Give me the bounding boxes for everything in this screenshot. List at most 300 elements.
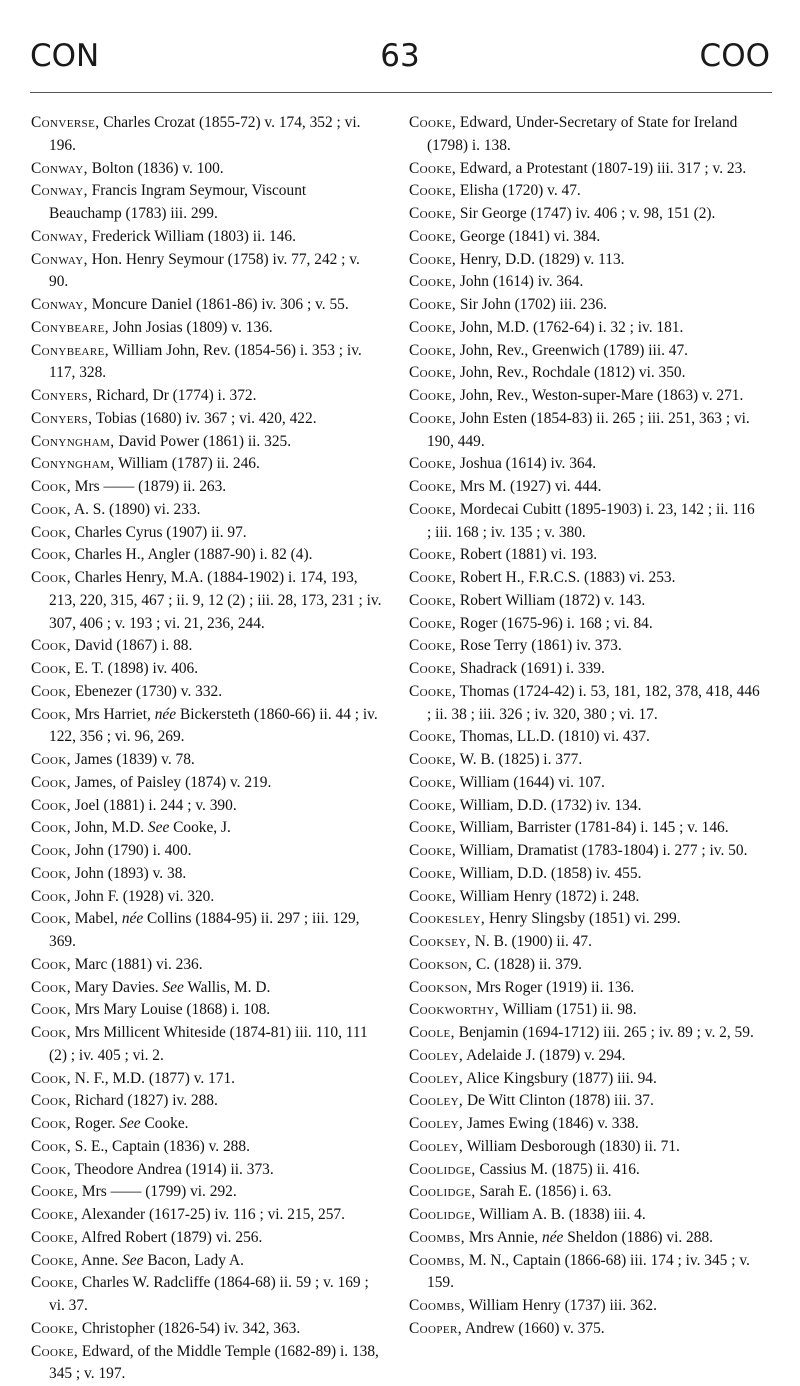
- entry-heading: Conybeare,: [31, 319, 109, 336]
- index-entry: [409, 840, 760, 863]
- entry-text-continued: Bacon, Lady A.: [143, 1252, 243, 1269]
- entry-italic: See: [162, 979, 183, 996]
- index-entry: [31, 1113, 382, 1136]
- index-entry: [31, 1272, 382, 1318]
- index-entry: [31, 1204, 382, 1227]
- index-entry: [409, 1113, 760, 1136]
- index-entry: [31, 1068, 382, 1091]
- entry-text: William (1644) vi. 107.: [456, 774, 605, 791]
- entry-heading: Cookson,: [409, 956, 472, 973]
- index-entry: [409, 999, 760, 1022]
- index-entry: [409, 1136, 760, 1159]
- entry-heading: Cooke,: [409, 182, 456, 199]
- entry-text: George (1841) vi. 384.: [456, 228, 600, 245]
- index-entry: [409, 658, 760, 681]
- index-entry: [409, 954, 760, 977]
- entry-heading: Cook,: [31, 524, 71, 541]
- index-entry: [31, 544, 382, 567]
- entry-heading: Cook,: [31, 546, 71, 563]
- entry-text: Alexander (1617-25) iv. 116 ; vi. 215, 257.: [78, 1206, 345, 1223]
- index-entry: [409, 294, 760, 317]
- index-entry: [409, 476, 760, 499]
- index-entry: [409, 749, 760, 772]
- entry-heading: Conybeare,: [31, 342, 109, 359]
- index-entry: [31, 408, 382, 431]
- index-entry: [31, 1250, 382, 1273]
- entry-text: Francis Ingram Seymour, Viscount Beauchamp (1783) iii. 299.: [49, 182, 306, 222]
- entry-text: John, M.D.: [71, 819, 148, 836]
- entry-heading: Cooke,: [409, 774, 456, 791]
- entry-text: Henry Slingsby (1851) vi. 299.: [485, 910, 680, 927]
- index-entry: [409, 1159, 760, 1182]
- entry-text: Robert William (1872) v. 143.: [456, 592, 645, 609]
- entry-heading: Cook,: [31, 819, 71, 836]
- entry-text: Charles Cyrus (1907) ii. 97.: [71, 524, 247, 541]
- entry-heading: Conway,: [31, 228, 88, 245]
- entry-heading: Cooke,: [31, 1183, 78, 1200]
- entry-text: Charles Henry, M.A. (1884-1902) i. 174, 193, 213, 220, 315, 467 ; ii. 9, 12 (2) ; iii. 28, 173, 231 ; iv. 307, 406 ; v. 193 ; vi. 21, 236, 244.: [49, 569, 381, 632]
- index-entry: [409, 271, 760, 294]
- index-entry: [409, 590, 760, 613]
- entry-text: William, Dramatist (1783-1804) i. 277 ; iv. 50.: [456, 842, 747, 859]
- entry-heading: Cook,: [31, 706, 71, 723]
- index-entry: [31, 772, 382, 795]
- entry-text-continued: Bickersteth (1860-66) ii. 44 ; iv. 122, 356 ; vi. 96, 269.: [49, 706, 378, 746]
- entry-text: Robert (1881) vi. 193.: [456, 546, 597, 563]
- entry-heading: Cooke,: [409, 751, 456, 768]
- index-entry: [409, 203, 760, 226]
- entry-heading: Coolidge,: [409, 1161, 476, 1178]
- entry-text: Sir George (1747) iv. 406 ; v. 98, 151 (2).: [456, 205, 715, 222]
- entry-heading: Cooke,: [409, 251, 456, 268]
- entry-text: Shadrack (1691) i. 339.: [456, 660, 605, 677]
- entry-heading: Cooke,: [409, 387, 456, 404]
- entry-text: Mordecai Cubitt (1895-1903) i. 23, 142 ; ii. 116 ; iii. 168 ; iv. 135 ; v. 380.: [427, 501, 755, 541]
- entry-text: N. F., M.D. (1877) v. 171.: [71, 1070, 235, 1087]
- entry-heading: Cooke,: [409, 319, 456, 336]
- index-entry: [409, 908, 760, 931]
- index-entry: [31, 453, 382, 476]
- index-entry: [409, 499, 760, 545]
- entry-heading: Cooksey,: [409, 933, 471, 950]
- entry-text: James, of Paisley (1874) v. 219.: [71, 774, 271, 791]
- index-entry: [31, 840, 382, 863]
- index-entry: [409, 340, 760, 363]
- entry-heading: Cooke,: [409, 888, 456, 905]
- entry-text: Sir John (1702) iii. 236.: [456, 296, 607, 313]
- entry-text: Tobias (1680) iv. 367 ; vi. 420, 422.: [92, 410, 316, 427]
- entry-text: James Ewing (1846) v. 338.: [463, 1115, 639, 1132]
- entry-heading: Cooke,: [31, 1343, 78, 1360]
- index-entry: [409, 795, 760, 818]
- entry-heading: Conyngham,: [31, 433, 115, 450]
- index-entry: [31, 226, 382, 249]
- entry-text: M. N., Captain (1866-68) iii. 174 ; iv. 345 ; v. 159.: [427, 1252, 750, 1292]
- entry-text: Robert H., F.R.C.S. (1883) vi. 253.: [456, 569, 675, 586]
- entry-heading: Cooke,: [409, 455, 456, 472]
- index-entry: [409, 817, 760, 840]
- entry-text: De Witt Clinton (1878) iii. 37.: [463, 1092, 654, 1109]
- entry-heading: Cook,: [31, 865, 71, 882]
- entry-heading: Cooke,: [409, 797, 456, 814]
- entry-heading: Coole,: [409, 1024, 455, 1041]
- running-head-left: CON: [30, 38, 99, 74]
- entry-text: Mrs —— (1799) vi. 292.: [78, 1183, 237, 1200]
- entry-text: Richard, Dr (1774) i. 372.: [92, 387, 256, 404]
- index-entry: [31, 340, 382, 386]
- entry-heading: Cooke,: [409, 114, 456, 131]
- entry-text: John, M.D. (1762-64) i. 32 ; iv. 181.: [456, 319, 683, 336]
- entry-heading: Cook,: [31, 1092, 71, 1109]
- entry-text: Edward, of the Middle Temple (1682-89) i. 138, 345 ; v. 197.: [49, 1343, 379, 1383]
- entry-heading: Cook,: [31, 956, 71, 973]
- entry-heading: Cooke,: [409, 296, 456, 313]
- index-entry: [31, 681, 382, 704]
- entry-text: John (1893) v. 38.: [71, 865, 186, 882]
- index-entry: [409, 635, 760, 658]
- entry-heading: Coombs,: [409, 1229, 465, 1246]
- entry-text: A. S. (1890) vi. 233.: [71, 501, 201, 518]
- header-rule: [30, 92, 772, 93]
- entry-text: William Henry (1872) i. 248.: [456, 888, 639, 905]
- entry-heading: Conyers,: [31, 410, 92, 427]
- entry-text: N. B. (1900) ii. 47.: [471, 933, 592, 950]
- index-entry: [409, 886, 760, 909]
- entry-text: Charles Crozat (1855-72) v. 174, 352 ; vi. 196.: [49, 114, 360, 154]
- index-entry: [409, 1250, 760, 1296]
- running-head-right: COO: [700, 38, 770, 74]
- entry-heading: Cooley,: [409, 1070, 463, 1087]
- index-entry: [31, 567, 382, 635]
- entry-text: Joel (1881) i. 244 ; v. 390.: [71, 797, 237, 814]
- index-entry: [31, 1341, 382, 1386]
- entry-text: William, D.D. (1858) iv. 455.: [456, 865, 641, 882]
- index-column-left: [31, 112, 382, 1386]
- index-entry: [31, 522, 382, 545]
- index-entry: [409, 408, 760, 454]
- entry-italic: née: [155, 706, 176, 723]
- entry-text: Alfred Robert (1879) vi. 256.: [78, 1229, 262, 1246]
- index-entry: [31, 908, 382, 954]
- index-entry: [409, 1227, 760, 1250]
- entry-text: Moncure Daniel (1861-86) iv. 306 ; v. 55.: [88, 296, 349, 313]
- entry-text: Frederick William (1803) ii. 146.: [88, 228, 296, 245]
- index-entry: [31, 704, 382, 750]
- entry-heading: Cookworthy,: [409, 1001, 499, 1018]
- entry-heading: Cooley,: [409, 1138, 463, 1155]
- entry-heading: Cook,: [31, 569, 71, 586]
- index-entry: [409, 1045, 760, 1068]
- entry-text: Mabel,: [71, 910, 122, 927]
- index-entry: [31, 317, 382, 340]
- entry-heading: Cook,: [31, 910, 71, 927]
- entry-heading: Cook,: [31, 797, 71, 814]
- index-entry: [409, 1068, 760, 1091]
- entry-heading: Cooke,: [31, 1320, 78, 1337]
- index-entry: [31, 385, 382, 408]
- entry-heading: Cook,: [31, 660, 71, 677]
- entry-text: William (1787) ii. 246.: [115, 455, 260, 472]
- entry-text: Alice Kingsbury (1877) iii. 94.: [463, 1070, 657, 1087]
- entry-text: Mary Davies.: [71, 979, 162, 996]
- entry-text: Adelaide J. (1879) v. 294.: [463, 1047, 625, 1064]
- index-entry: [409, 1318, 760, 1341]
- entry-text: John (1614) iv. 364.: [456, 273, 583, 290]
- entry-heading: Cook,: [31, 637, 71, 654]
- entry-text: Henry, D.D. (1829) v. 113.: [456, 251, 624, 268]
- index-entry: [409, 1295, 760, 1318]
- entry-text: Anne.: [78, 1252, 122, 1269]
- index-entry: [31, 999, 382, 1022]
- index-entry: [409, 385, 760, 408]
- index-entry: [409, 226, 760, 249]
- entry-text: Charles W. Radcliffe (1864-68) ii. 59 ; v. 169 ; vi. 37.: [49, 1274, 369, 1314]
- entry-heading: Cooke,: [31, 1229, 78, 1246]
- index-entry: [31, 886, 382, 909]
- entry-heading: Coolidge,: [409, 1183, 476, 1200]
- index-entry: [409, 1090, 760, 1113]
- entry-heading: Conyngham,: [31, 455, 115, 472]
- entry-text: Christopher (1826-54) iv. 342, 363.: [78, 1320, 300, 1337]
- entry-text: Mrs Mary Louise (1868) i. 108.: [71, 1001, 270, 1018]
- index-entry: [31, 294, 382, 317]
- entry-heading: Coombs,: [409, 1252, 465, 1269]
- entry-text: John Esten (1854-83) ii. 265 ; iii. 251, 363 ; vi. 190, 449.: [427, 410, 750, 450]
- entry-heading: Cook,: [31, 501, 71, 518]
- entry-italic: See: [122, 1252, 143, 1269]
- entry-heading: Cook,: [31, 1024, 71, 1041]
- index-entry: [409, 1022, 760, 1045]
- entry-text-continued: Wallis, M. D.: [184, 979, 271, 996]
- entry-heading: Cooke,: [409, 501, 456, 518]
- entry-text: E. T. (1898) iv. 406.: [71, 660, 198, 677]
- index-entry: [409, 158, 760, 181]
- index-entry: [409, 317, 760, 340]
- index-entry: [409, 1181, 760, 1204]
- entry-heading: Conyers,: [31, 387, 92, 404]
- entry-text: Elisha (1720) v. 47.: [456, 182, 581, 199]
- entry-text: Mrs Roger (1919) ii. 136.: [472, 979, 634, 996]
- entry-text: William Henry (1737) iii. 362.: [465, 1297, 657, 1314]
- entry-heading: Cook,: [31, 683, 71, 700]
- entry-heading: Cooke,: [409, 228, 456, 245]
- index-entry: [409, 453, 760, 476]
- index-entry: [409, 772, 760, 795]
- entry-text: Ebenezer (1730) v. 332.: [71, 683, 222, 700]
- entry-heading: Cooke,: [409, 819, 456, 836]
- entry-heading: Conway,: [31, 182, 88, 199]
- entry-heading: Cook,: [31, 1161, 71, 1178]
- index-entry: [409, 362, 760, 385]
- entry-text: William (1751) ii. 98.: [499, 1001, 637, 1018]
- entry-heading: Coolidge,: [409, 1206, 476, 1223]
- entry-text: John F. (1928) vi. 320.: [71, 888, 214, 905]
- entry-text: Roger.: [71, 1115, 119, 1132]
- index-column-right: [409, 112, 760, 1341]
- entry-heading: Cook,: [31, 1070, 71, 1087]
- index-entry: [31, 249, 382, 295]
- entry-text: Bolton (1836) v. 100.: [88, 160, 224, 177]
- entry-heading: Cook,: [31, 888, 71, 905]
- entry-heading: Cooke,: [409, 478, 456, 495]
- entry-heading: Cooke,: [409, 569, 456, 586]
- index-entry: [31, 476, 382, 499]
- entry-heading: Cooke,: [409, 592, 456, 609]
- entry-text: William Desborough (1830) ii. 71.: [463, 1138, 680, 1155]
- entry-heading: Cooke,: [409, 865, 456, 882]
- entry-text: Thomas (1724-42) i. 53, 181, 182, 378, 418, 446 ; ii. 38 ; iii. 326 ; iv. 320, 380 ; vi. 17.: [427, 683, 760, 723]
- entry-text: Marc (1881) vi. 236.: [71, 956, 203, 973]
- entry-text: Mrs Harriet,: [71, 706, 155, 723]
- entry-heading: Cooke,: [409, 683, 456, 700]
- index-entry: [409, 613, 760, 636]
- page-number: 63: [0, 38, 800, 74]
- index-entry: [409, 863, 760, 886]
- index-entry: [31, 112, 382, 158]
- index-entry: [31, 863, 382, 886]
- entry-heading: Cooley,: [409, 1115, 463, 1132]
- entry-text: Joshua (1614) iv. 364.: [456, 455, 596, 472]
- entry-text: Mrs Millicent Whiteside (1874-81) iii. 110, 111 (2) ; iv. 405 ; vi. 2.: [49, 1024, 368, 1064]
- index-entry: [31, 1227, 382, 1250]
- entry-heading: Cooke,: [409, 410, 456, 427]
- index-entry: [409, 726, 760, 749]
- index-entry: [409, 249, 760, 272]
- index-entry: [31, 1318, 382, 1341]
- index-entry: [31, 817, 382, 840]
- entry-text-continued: Collins (1884-95) ii. 297 ; iii. 129, 369.: [49, 910, 360, 950]
- entry-heading: Cooke,: [409, 342, 456, 359]
- index-entry: [31, 658, 382, 681]
- entry-heading: Cooke,: [409, 660, 456, 677]
- entry-heading: Cooke,: [409, 842, 456, 859]
- entry-text: Theodore Andrea (1914) ii. 373.: [71, 1161, 274, 1178]
- entry-text: John (1790) i. 400.: [71, 842, 192, 859]
- entry-text: Mrs Annie,: [465, 1229, 542, 1246]
- entry-text: Hon. Henry Seymour (1758) iv. 77, 242 ; v. 90.: [49, 251, 360, 291]
- entry-text: Roger (1675-96) i. 168 ; vi. 84.: [456, 615, 653, 632]
- entry-text: William A. B. (1838) iii. 4.: [476, 1206, 646, 1223]
- index-entry: [31, 1090, 382, 1113]
- index-entry: [409, 112, 760, 158]
- entry-italic: See: [148, 819, 169, 836]
- entry-heading: Cooke,: [409, 637, 456, 654]
- entry-heading: Cooke,: [409, 205, 456, 222]
- entry-heading: Cook,: [31, 1001, 71, 1018]
- entry-heading: Cooke,: [31, 1252, 78, 1269]
- entry-text: Thomas, LL.D. (1810) vi. 437.: [456, 728, 650, 745]
- entry-heading: Cook,: [31, 1138, 71, 1155]
- index-entry: [409, 180, 760, 203]
- entry-italic: See: [119, 1115, 140, 1132]
- entry-text: William, Barrister (1781-84) i. 145 ; v. 146.: [456, 819, 729, 836]
- entry-heading: Cooke,: [409, 546, 456, 563]
- entry-text: Benjamin (1694-1712) iii. 265 ; iv. 89 ; v. 2, 59.: [455, 1024, 754, 1041]
- entry-heading: Cook,: [31, 478, 71, 495]
- entry-heading: Cooley,: [409, 1047, 463, 1064]
- entry-text: William John, Rev. (1854-56) i. 353 ; iv. 117, 328.: [49, 342, 362, 382]
- entry-text: Sarah E. (1856) i. 63.: [476, 1183, 612, 1200]
- entry-heading: Cooke,: [409, 364, 456, 381]
- entry-heading: Cooke,: [31, 1206, 78, 1223]
- entry-heading: Cooper,: [409, 1320, 462, 1337]
- entry-heading: Cooke,: [409, 273, 456, 290]
- index-entry: [31, 1136, 382, 1159]
- entry-italic: née: [542, 1229, 563, 1246]
- index-entry: [409, 681, 760, 727]
- index-entry: [409, 567, 760, 590]
- entry-heading: Cook,: [31, 774, 71, 791]
- entry-text: William, D.D. (1732) iv. 134.: [456, 797, 641, 814]
- entry-text: David (1867) i. 88.: [71, 637, 192, 654]
- entry-heading: Cooley,: [409, 1092, 463, 1109]
- entry-text-continued: Cooke.: [141, 1115, 189, 1132]
- index-entry: [31, 499, 382, 522]
- index-entry: [31, 1159, 382, 1182]
- page-header: [0, 0, 800, 100]
- entry-heading: Cooke,: [409, 728, 456, 745]
- entry-text: James (1839) v. 78.: [71, 751, 195, 768]
- index-entry: [409, 544, 760, 567]
- index-entry: [31, 977, 382, 1000]
- entry-text: Edward, Under-Secretary of State for Ireland (1798) i. 138.: [427, 114, 737, 154]
- index-entry: [31, 180, 382, 226]
- entry-heading: Cooke,: [31, 1274, 78, 1291]
- index-entry: [31, 158, 382, 181]
- index-entry: [31, 431, 382, 454]
- index-entry: [31, 954, 382, 977]
- index-entry: [31, 1022, 382, 1068]
- entry-text: John, Rev., Weston-super-Mare (1863) v. 271.: [456, 387, 743, 404]
- index-entry: [409, 977, 760, 1000]
- index-entry: [409, 931, 760, 954]
- entry-heading: Conway,: [31, 160, 88, 177]
- entry-text: John Josias (1809) v. 136.: [109, 319, 273, 336]
- entry-heading: Cooke,: [409, 615, 456, 632]
- entry-text: Edward, a Protestant (1807-19) iii. 317 ; v. 23.: [456, 160, 746, 177]
- entry-heading: Coombs,: [409, 1297, 465, 1314]
- index-entry: [31, 749, 382, 772]
- entry-heading: Cookesley,: [409, 910, 485, 927]
- entry-heading: Cook,: [31, 979, 71, 996]
- entry-text: Mrs M. (1927) vi. 444.: [456, 478, 601, 495]
- entry-heading: Converse,: [31, 114, 99, 131]
- entry-text: David Power (1861) ii. 325.: [115, 433, 292, 450]
- entry-heading: Cook,: [31, 842, 71, 859]
- entry-text: Charles H., Angler (1887-90) i. 82 (4).: [71, 546, 313, 563]
- entry-heading: Conway,: [31, 251, 88, 268]
- entry-heading: Cookson,: [409, 979, 472, 996]
- entry-text-continued: Sheldon (1886) vi. 288.: [563, 1229, 713, 1246]
- entry-heading: Cook,: [31, 1115, 71, 1132]
- entry-heading: Cook,: [31, 751, 71, 768]
- entry-heading: Cooke,: [409, 160, 456, 177]
- entry-heading: Conway,: [31, 296, 88, 313]
- entry-text: John, Rev., Greenwich (1789) iii. 47.: [456, 342, 688, 359]
- entry-text-continued: Cooke, J.: [169, 819, 231, 836]
- entry-text: Richard (1827) iv. 288.: [71, 1092, 218, 1109]
- index-entry: [31, 795, 382, 818]
- entry-text: Mrs —— (1879) ii. 263.: [71, 478, 226, 495]
- index-entry: [31, 635, 382, 658]
- entry-text: John, Rev., Rochdale (1812) vi. 350.: [456, 364, 685, 381]
- entry-text: Cassius M. (1875) ii. 416.: [476, 1161, 640, 1178]
- entry-text: C. (1828) ii. 379.: [472, 956, 582, 973]
- entry-text: S. E., Captain (1836) v. 288.: [71, 1138, 250, 1155]
- index-entry: [409, 1204, 760, 1227]
- entry-italic: née: [122, 910, 143, 927]
- entry-text: Andrew (1660) v. 375.: [462, 1320, 605, 1337]
